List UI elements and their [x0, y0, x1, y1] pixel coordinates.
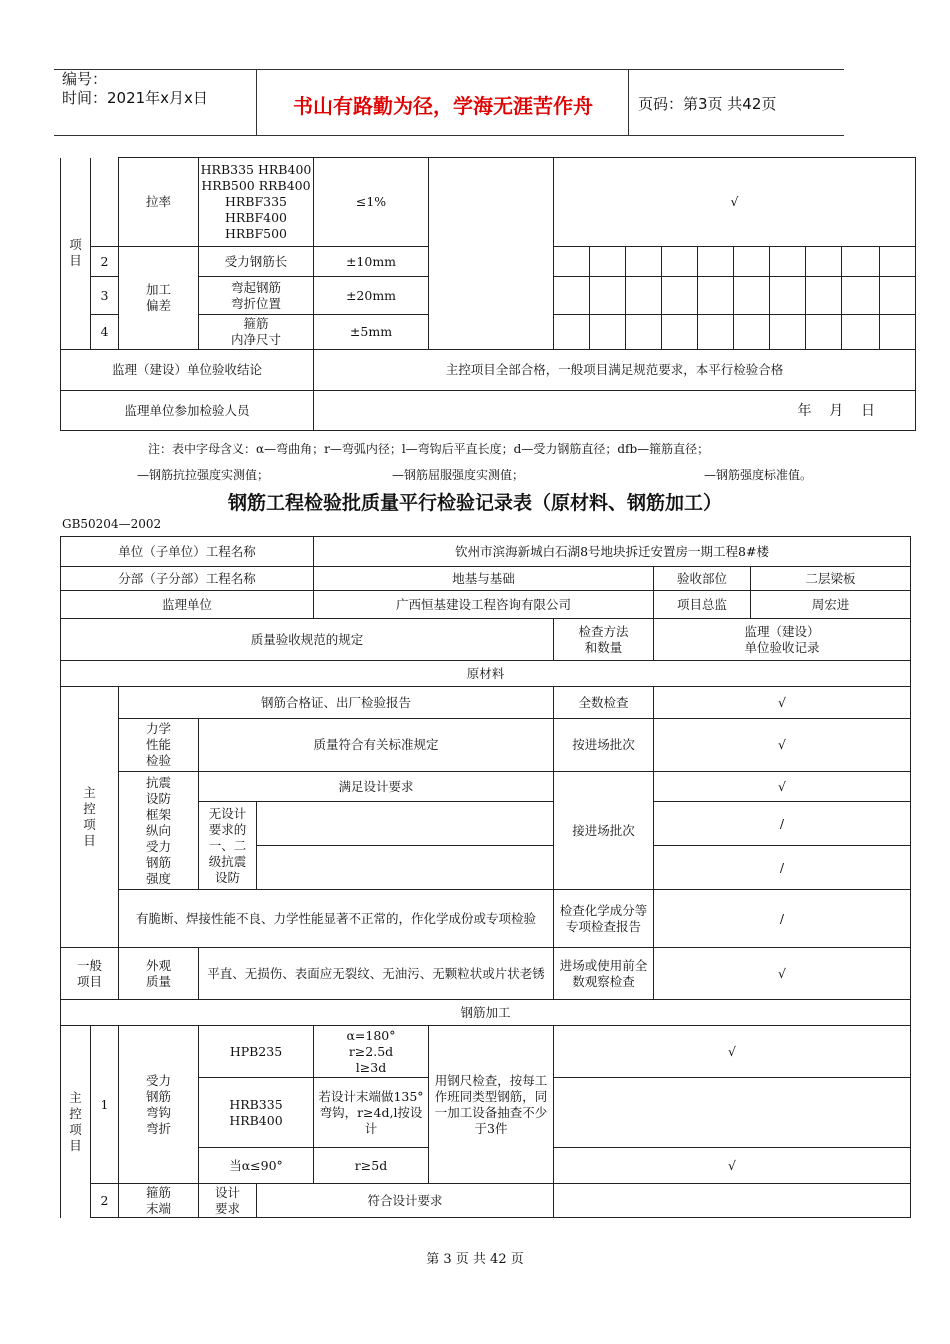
processing-section: 钢筋加工 [61, 1000, 911, 1026]
header-page-code: 页码：第3页 共42页 [638, 95, 777, 113]
main-items-label-2: 主 控 项 目 [61, 1026, 91, 1218]
measure-cell[interactable] [880, 277, 916, 315]
hrb-requirement: 若设计末端做135°弯钩，r≥4d,l按设计 [314, 1078, 429, 1148]
supervisor-label: 监理单位 [61, 591, 314, 619]
measure-cell[interactable] [698, 315, 734, 350]
row-number: 3 [91, 277, 119, 315]
deviation-tolerance: ±5mm [314, 315, 429, 350]
measure-cell[interactable] [770, 247, 806, 277]
measure-cell[interactable] [554, 277, 590, 315]
part-value: 二层梁板 [751, 567, 911, 591]
measure-cell[interactable] [662, 315, 698, 350]
appearance-item: 平直、无损伤、表面应无裂纹、无油污、无颗粒状或片状老锈 [199, 948, 554, 1000]
seismic-label: 抗震 设防 框架 纵向 受力 钢筋 强度 [119, 772, 199, 890]
stirrup-label: 箍筋 末端 [119, 1184, 199, 1218]
note-standard: —钢筋强度标准值。 [704, 468, 813, 482]
chief-value: 周宏进 [751, 591, 911, 619]
note-yield: —钢筋屈服强度实测值； [392, 468, 525, 482]
appearance-label: 外观 质量 [119, 948, 199, 1000]
appearance-method: 进场或使用前全数观察检查 [554, 948, 654, 1000]
item-no-1: 1 [91, 1026, 119, 1184]
deviation-label: 加工 偏差 [119, 247, 199, 350]
main-form-table [60, 536, 911, 1218]
item-section-label: 项 目 [61, 158, 91, 350]
hpb-result: √ [554, 1026, 911, 1078]
measure-cell[interactable] [554, 247, 590, 277]
measure-cell[interactable] [734, 277, 770, 315]
chief-label: 项目总监 [654, 591, 751, 619]
form-title: 钢筋工程检验批质量平行检验记录表（原材料、钢筋加工） [227, 492, 722, 514]
raw-material-section: 原材料 [61, 661, 911, 687]
angle-requirement: r≥5d [314, 1148, 429, 1184]
measure-cell[interactable] [626, 315, 662, 350]
division-label: 分部（子分部）工程名称 [61, 567, 314, 591]
brittle-result: / [654, 890, 911, 948]
deviation-item: 箍筋 内净尺寸 [199, 315, 314, 350]
measure-cell[interactable] [734, 315, 770, 350]
measure-cell[interactable] [842, 277, 880, 315]
blank-cell [91, 158, 119, 247]
doc-date-label: 时间：2021年x月x日 [62, 89, 208, 107]
sign-date: 年 月 日 [314, 391, 916, 431]
division-value: 地基与基础 [314, 567, 654, 591]
measure-cell[interactable] [626, 247, 662, 277]
conclusion-text: 主控项目全部合格，一般项目满足规范要求，本平行检验合格 [314, 350, 916, 391]
header-divider [256, 69, 257, 135]
doc-number-label: 编号： [62, 70, 108, 88]
appearance-result: √ [654, 948, 911, 1000]
note-line-1: 注：表中字母含义：α—弯曲角；r—弯弧内径；l—弯钩后平直长度；d—受力钢筋直径；dfb—箍筋直径； [148, 442, 710, 456]
angle-grade: 当α≤90° [199, 1148, 314, 1184]
measure-cell[interactable] [880, 247, 916, 277]
seismic-result: √ [654, 772, 911, 802]
measure-cell[interactable] [698, 277, 734, 315]
no-design-item-1 [257, 802, 554, 846]
method-cell-blank [429, 158, 554, 350]
deviation-tolerance: ±20mm [314, 277, 429, 315]
main-items-label: 主 控 项 目 [61, 687, 119, 948]
top-table [60, 157, 916, 431]
record-header: 监理（建设） 单位验收记录 [654, 619, 911, 661]
seismic-method: 接进场批次 [554, 772, 654, 890]
rate-label: 拉率 [119, 158, 199, 247]
deviation-item: 受力钢筋长 [199, 247, 314, 277]
no-design-label: 无设计 要求的 一、二 级抗震 设防 [199, 802, 257, 890]
cert-result: √ [654, 687, 911, 719]
brittle-method: 检查化学成分等专项检查报告 [554, 890, 654, 948]
angle-result: √ [554, 1148, 911, 1184]
measure-cell[interactable] [770, 315, 806, 350]
measure-cell[interactable] [842, 315, 880, 350]
measure-cell[interactable] [590, 315, 626, 350]
measure-cell[interactable] [590, 247, 626, 277]
stirrup-requirement: 符合设计要求 [257, 1184, 554, 1218]
row-number: 2 [91, 247, 119, 277]
mech-method: 按进场批次 [554, 719, 654, 772]
hook-method: 用钢尺检查，按每工作班同类型钢筋，同一加工设备抽查不少于3件 [429, 1026, 554, 1184]
general-items-label: 一般 项目 [61, 948, 119, 1000]
measure-cell[interactable] [590, 277, 626, 315]
no-design-item-2 [257, 846, 554, 890]
hpb-requirement: α=180° r≥2.5d l≥3d [314, 1026, 429, 1078]
page-footer: 第 3 页 共 42 页 [426, 1252, 524, 1267]
deviation-tolerance: ±10mm [314, 247, 429, 277]
rate-check: √ [554, 158, 916, 247]
hpb-grade: HPB235 [199, 1026, 314, 1078]
cert-method: 全数检查 [554, 687, 654, 719]
measure-cell[interactable] [806, 315, 842, 350]
header-bottom-rule [54, 135, 844, 136]
row-number: 4 [91, 315, 119, 350]
header-meta [62, 70, 208, 108]
measure-cell[interactable] [806, 247, 842, 277]
supervisor-value: 广西恒基建设工程咨询有限公司 [314, 591, 654, 619]
mech-label: 力学 性能 检验 [119, 719, 199, 772]
unit-label: 单位（子单位）工程名称 [61, 537, 314, 567]
mech-item: 质量符合有关标准规定 [199, 719, 554, 772]
conclusion-label: 监理（建设）单位验收结论 [61, 350, 314, 391]
cert-item: 钢筋合格证、出厂检验报告 [119, 687, 554, 719]
design-label: 设计 要求 [199, 1184, 257, 1218]
inspector-label: 监理单位参加检验人员 [61, 391, 314, 431]
unit-value: 钦州市滨海新城白石湖8号地块拆迁安置房一期工程8#楼 [314, 537, 911, 567]
measure-cell[interactable] [806, 277, 842, 315]
hrb-result [554, 1078, 911, 1148]
header-divider [628, 69, 629, 135]
no-design-result-1: / [654, 802, 911, 846]
brittle-item: 有脆断、焊接性能不良、力学性能显著不正常的，作化学成份或专项检验 [119, 890, 554, 948]
measure-cell[interactable] [626, 277, 662, 315]
measure-cell[interactable] [662, 247, 698, 277]
measure-cell[interactable] [554, 315, 590, 350]
measure-cell[interactable] [662, 277, 698, 315]
note-tensile: —钢筋抗拉强度实测值； [137, 468, 270, 482]
rate-grades: HRB335 HRB400 HRB500 RRB400 HRBF335 HRBF400 HRBF500 [199, 158, 314, 247]
header-motto: 书山有路勤为径，学海无涯苦作舟 [293, 94, 593, 118]
measure-cell[interactable] [880, 315, 916, 350]
method-header: 检查方法 和数量 [554, 619, 654, 661]
hrb-grade: HRB335 HRB400 [199, 1078, 314, 1148]
item-no-2: 2 [91, 1184, 119, 1218]
stirrup-result [554, 1184, 911, 1218]
measure-cell[interactable] [734, 247, 770, 277]
no-design-result-2: / [654, 846, 911, 890]
rate-limit: ≤1% [314, 158, 429, 247]
spec-header: 质量验收规范的规定 [61, 619, 554, 661]
seismic-item: 满足设计要求 [199, 772, 554, 802]
measure-cell[interactable] [770, 277, 806, 315]
mech-result: √ [654, 719, 911, 772]
hook-label: 受力 钢筋 弯钩 弯折 [119, 1026, 199, 1184]
part-label: 验收部位 [654, 567, 751, 591]
measure-cell[interactable] [842, 247, 880, 277]
deviation-item: 弯起钢筋 弯折位置 [199, 277, 314, 315]
measure-cell[interactable] [698, 247, 734, 277]
standard-code: GB50204—2002 [62, 517, 162, 531]
